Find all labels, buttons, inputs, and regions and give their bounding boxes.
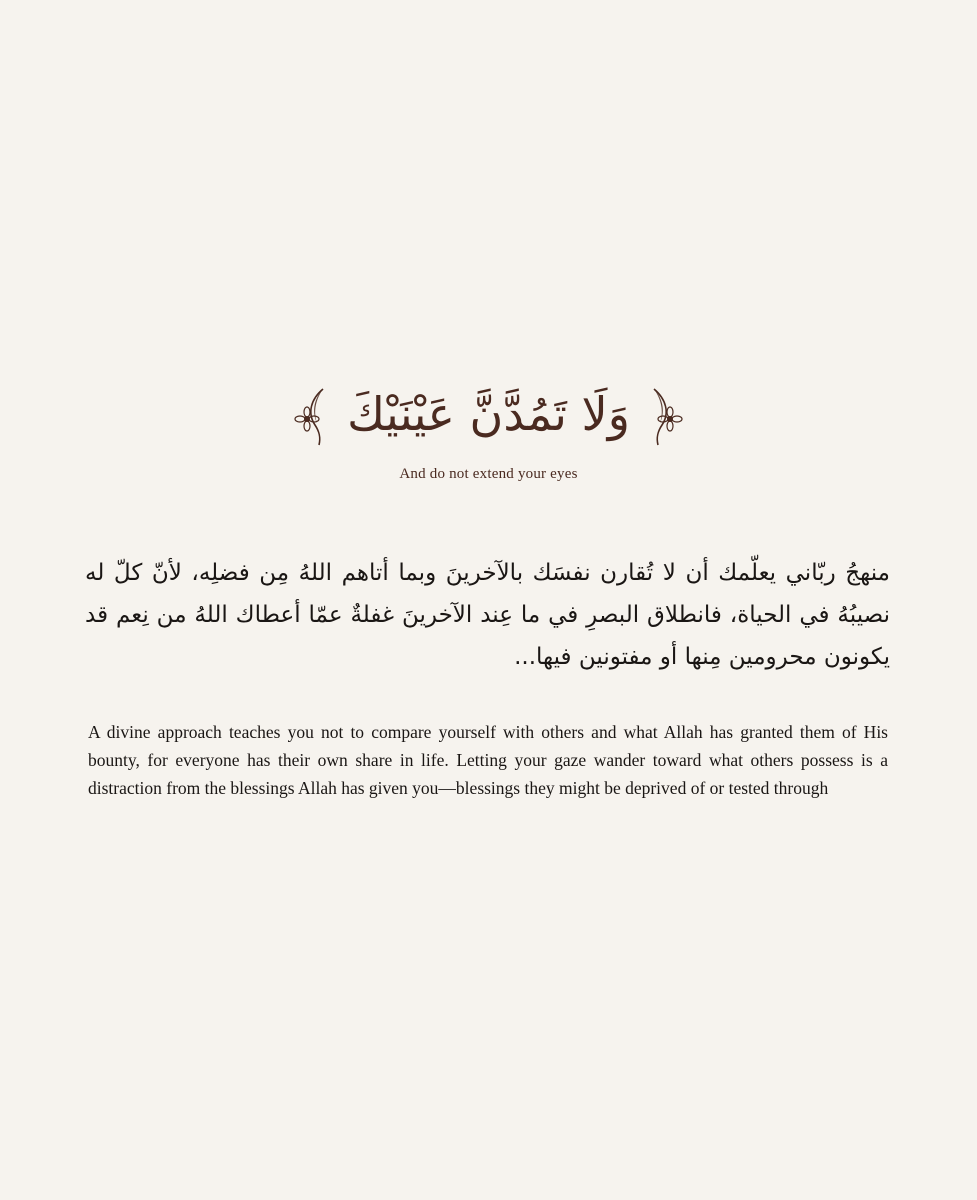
arabic-reflection: منهجُ ربّاني يعلّمك أن لا تُقارن نفسَك بالآخرينَ وبما أتاهم اللهُ مِن فضلِه، لأنّ كلّ له نصيبُهُ في الحياة، فانطلاق البصرِ في ما عِند الآخرينَ غفلةٌ عمّا أعطاك اللهُ من نِعم قد يكونون محرومين مِنها أو مفتونين فيها... bbox=[85, 560, 890, 670]
verse-row bbox=[293, 378, 684, 456]
verse-translation: And do not extend your eyes bbox=[399, 466, 578, 482]
verse-block bbox=[0, 378, 977, 483]
floral-ornament-icon bbox=[293, 385, 333, 449]
english-reflection: A divine approach teaches you not to compare yourself with others and what Allah has granted them of His bounty, for everyone has their own share in life. Letting your gaze wander toward what others possess is a distraction from the blessings Allah has given you—blessings they might be deprived of or tested through bbox=[88, 722, 888, 798]
floral-ornament-icon bbox=[644, 385, 684, 449]
verse-arabic: وَلَا تَمُدَّنَّ عَيْنَيْكَ bbox=[347, 387, 630, 441]
